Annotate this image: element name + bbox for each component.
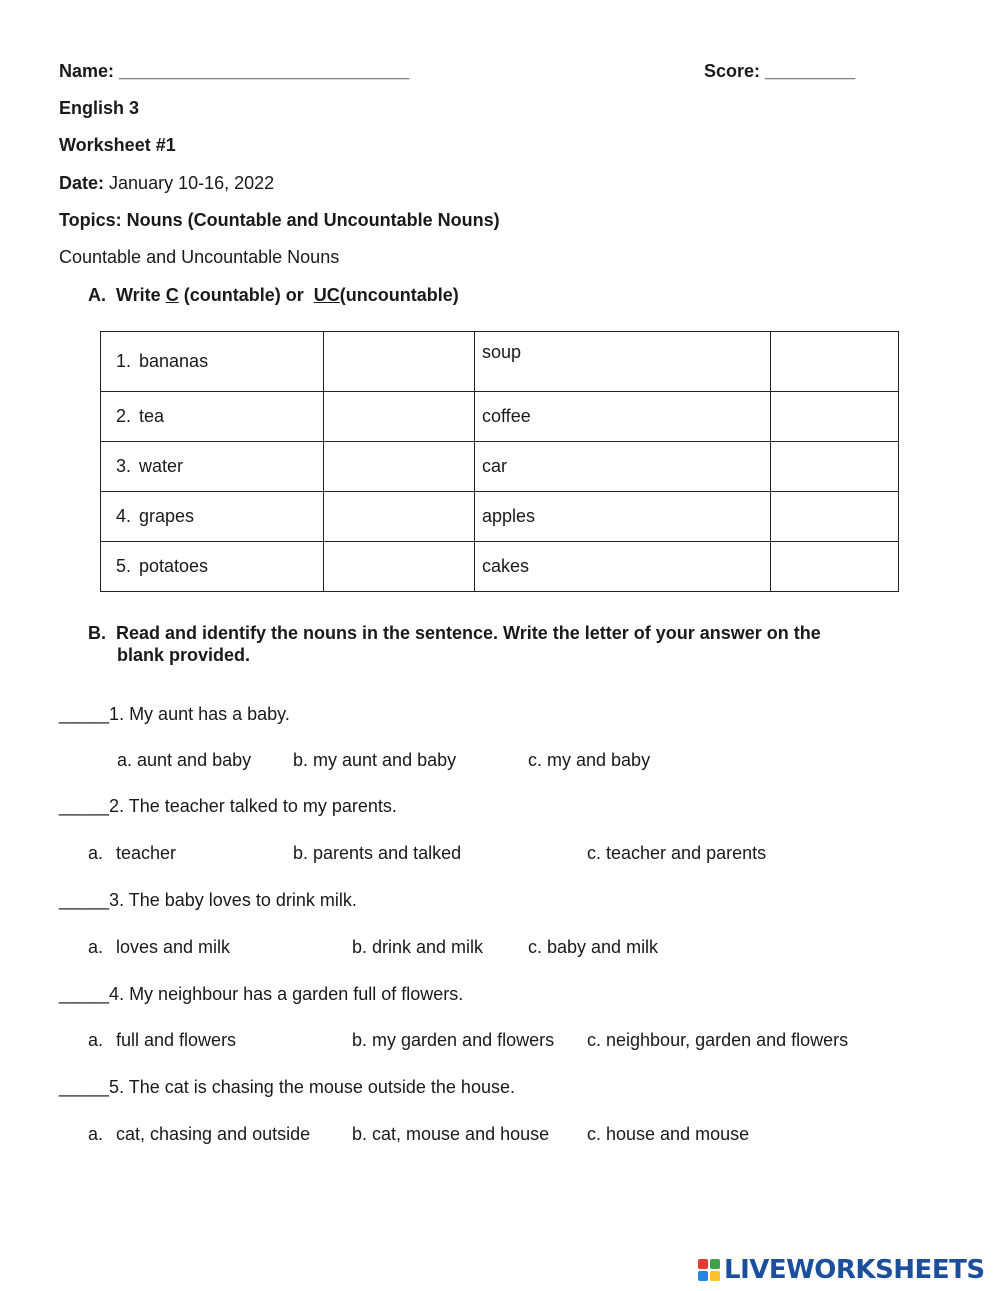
- table-row: [101, 442, 899, 492]
- logo-block: [698, 1259, 708, 1269]
- answer-cell[interactable]: [324, 392, 475, 442]
- q4-option-a: a. full and flowers: [88, 1030, 237, 1050]
- q5-option-a: a. cat, chasing and outside: [88, 1124, 311, 1144]
- question-3[interactable]: _____3. The baby loves to drink milk.: [59, 890, 357, 910]
- logo-block: [710, 1259, 720, 1269]
- name-line: [59, 61, 409, 82]
- question-4[interactable]: _____4. My neighbour has a garden full of flowers.: [59, 984, 464, 1004]
- table-row: [101, 542, 899, 592]
- q2-option-b: b. parents and talked: [293, 843, 462, 863]
- q4-option-b: b. my garden and flowers: [352, 1030, 555, 1050]
- answer-cell[interactable]: [324, 442, 475, 492]
- section-b-marker: B.: [88, 623, 106, 643]
- logo-text: LIVEWORKSHEETS: [724, 1255, 985, 1285]
- logo-block: [710, 1271, 720, 1281]
- question-5[interactable]: _____5. The cat is chasing the mouse outside the house.: [59, 1077, 515, 1097]
- noun-classification-table: [100, 331, 899, 592]
- noun-cell: soup: [475, 332, 771, 392]
- section-b-instruction-line2: blank provided.: [117, 645, 251, 665]
- q3-option-b: b. drink and milk: [352, 937, 484, 957]
- countable-code: C: [165, 285, 179, 305]
- name-blank[interactable]: _____________________________: [119, 61, 410, 81]
- answer-cell[interactable]: [324, 492, 475, 542]
- q1-option-a: a. aunt and baby: [117, 750, 252, 770]
- q3-option-a: a. loves and milk: [88, 937, 231, 957]
- answer-cell[interactable]: [771, 492, 899, 542]
- q1-option-c: c. my and baby: [528, 750, 651, 770]
- liveworksheets-logo: [698, 1255, 985, 1285]
- q2-option-c: c. teacher and parents: [587, 843, 767, 863]
- table-row: [101, 492, 899, 542]
- question-2[interactable]: _____2. The teacher talked to my parents.: [59, 796, 397, 816]
- noun-cell: 5. potatoes: [101, 542, 324, 592]
- answer-cell[interactable]: [771, 392, 899, 442]
- section-subtitle: Countable and Uncountable Nouns: [59, 247, 340, 267]
- logo-blocks-icon: [698, 1259, 720, 1281]
- answer-cell[interactable]: [324, 542, 475, 592]
- q4-option-c: c. neighbour, garden and flowers: [587, 1030, 849, 1050]
- table-row: [101, 332, 899, 392]
- logo-block: [698, 1271, 708, 1281]
- q3-option-c: c. baby and milk: [528, 937, 659, 957]
- noun-cell: 4. grapes: [101, 492, 324, 542]
- noun-cell: cakes: [475, 542, 771, 592]
- q5-option-b: b. cat, mouse and house: [352, 1124, 550, 1144]
- q2-option-a: a. teacher: [88, 843, 177, 863]
- topics-heading: Topics: Nouns (Countable and Uncountable Nouns): [59, 210, 500, 230]
- noun-cell: car: [475, 442, 771, 492]
- question-1[interactable]: _____1. My aunt has a baby.: [59, 704, 290, 724]
- noun-cell: apples: [475, 492, 771, 542]
- score-line: [704, 61, 855, 82]
- noun-cell: 2. tea: [101, 392, 324, 442]
- date-line: [59, 173, 274, 194]
- table-row: [101, 392, 899, 442]
- score-label: Score:: [704, 61, 761, 81]
- noun-cell: 3. water: [101, 442, 324, 492]
- answer-cell[interactable]: [771, 332, 899, 392]
- name-label: Name:: [59, 61, 115, 81]
- answer-cell[interactable]: [771, 442, 899, 492]
- date-label: Date:: [59, 173, 105, 193]
- subject-title: English 3: [59, 98, 140, 118]
- answer-cell[interactable]: [771, 542, 899, 592]
- section-b-instruction: B. Read and identify the nouns in the sentence. Write the letter of your answer on the: [88, 623, 821, 643]
- q1-option-b: b. my aunt and baby: [293, 750, 457, 770]
- answer-cell[interactable]: [324, 332, 475, 392]
- section-a-instruction: A. Write C (countable) or UC(uncountable): [88, 285, 459, 305]
- worksheet-title: Worksheet #1: [59, 135, 176, 155]
- q5-option-c: c. house and mouse: [587, 1124, 750, 1144]
- score-blank[interactable]: _________: [765, 61, 856, 81]
- noun-cell: 1. bananas: [101, 332, 324, 392]
- section-a-marker: A.: [88, 285, 106, 305]
- date-value: January 10-16, 2022: [109, 173, 275, 193]
- uncountable-code: UC: [313, 285, 340, 305]
- noun-cell: coffee: [475, 392, 771, 442]
